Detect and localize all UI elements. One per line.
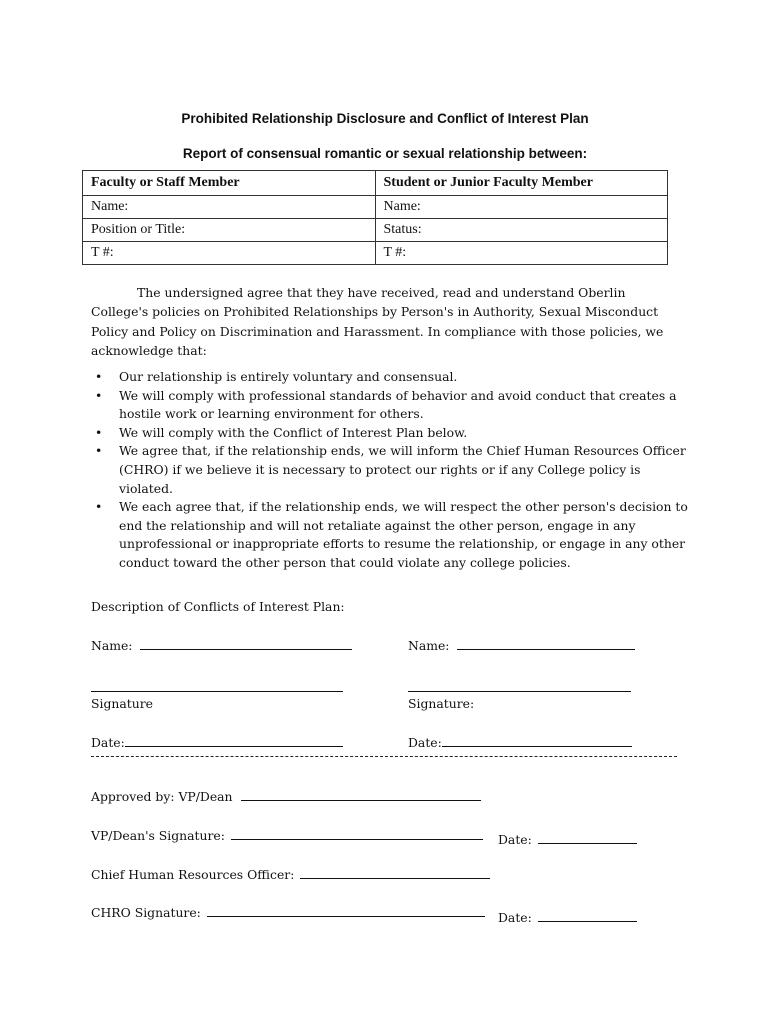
chro-signature-row — [91, 905, 485, 920]
bullet-icon: • — [95, 424, 103, 440]
approved-by-label: Approved by: VP/Dean — [91, 789, 233, 804]
chro-date-row — [498, 910, 637, 925]
list-item — [91, 368, 691, 387]
right-signature-line[interactable] — [408, 691, 631, 692]
chro-date-input-line[interactable] — [538, 920, 637, 922]
vp-signature-row — [91, 828, 483, 843]
bullet-icon: • — [95, 499, 103, 515]
header-student-junior: Student or Junior Faculty Member — [375, 171, 668, 196]
list-item — [91, 498, 691, 572]
right-date-row — [408, 735, 632, 750]
table-row — [83, 219, 668, 242]
vp-date-label: Date: — [498, 832, 532, 847]
right-name-label: Name: — [408, 638, 450, 653]
faculty-t-number-field[interactable]: T #: — [83, 242, 376, 265]
list-item-text: We agree that, if the relationship ends, we will inform the Chief Human Resources Officer (CHRO) if we believe it is necessary to protect our rights or if any College policy is violated. — [119, 443, 686, 496]
chro-signature-input-line[interactable] — [207, 915, 485, 917]
right-date-input-line[interactable] — [442, 745, 632, 747]
chro-signature-label: CHRO Signature: — [91, 905, 201, 920]
vp-dean-name-input-line[interactable] — [241, 799, 481, 801]
list-item — [91, 424, 691, 443]
student-name-field[interactable]: Name: — [375, 196, 668, 219]
list-item-text: We will comply with professional standards of behavior and avoid conduct that creates a hostile work or learning environment for others. — [119, 387, 677, 422]
list-item-text: We each agree that, if the relationship ends, we will respect the other person's decision to end the relationship and will not retaliate against the other person, engage in any unprofessional or inappropriate efforts to resume the relationship, or engage in any other conduct toward the other person that could violate any college policies. — [119, 499, 688, 570]
vp-signature-label: VP/Dean's Signature: — [91, 828, 225, 843]
bullet-icon: • — [95, 387, 103, 403]
acknowledgement-list — [91, 368, 691, 573]
left-signature-line[interactable] — [91, 691, 343, 692]
header-faculty-staff: Faculty or Staff Member — [83, 171, 376, 196]
chro-date-label: Date: — [498, 910, 532, 925]
parties-table — [82, 170, 668, 265]
left-date-row — [91, 735, 343, 750]
bullet-icon: • — [95, 369, 103, 384]
bullet-icon: • — [95, 443, 103, 459]
student-status-field[interactable]: Status: — [375, 219, 668, 242]
approved-by-row — [91, 789, 481, 804]
faculty-position-field[interactable]: Position or Title: — [83, 219, 376, 242]
vp-date-row — [498, 832, 637, 847]
list-item-text: We will comply with the Conflict of Interest Plan below. — [119, 424, 468, 440]
right-name-input-line[interactable] — [457, 648, 635, 650]
chro-row — [91, 867, 490, 882]
table-row — [83, 242, 668, 265]
left-name-label: Name: — [91, 638, 133, 653]
right-signature-label: Signature: — [408, 696, 475, 711]
form-title: Prohibited Relationship Disclosure and Conflict of Interest Plan — [181, 111, 589, 126]
left-signature-label: Signature — [91, 696, 153, 711]
right-name-row — [408, 638, 635, 653]
vp-date-input-line[interactable] — [538, 842, 637, 844]
faculty-name-field[interactable]: Name: — [83, 196, 376, 219]
right-date-label: Date: — [408, 735, 442, 750]
list-item-text: Our relationship is entirely voluntary and consensual. — [119, 369, 458, 384]
left-name-input-line[interactable] — [140, 648, 352, 650]
plan-description-label: Description of Conflicts of Interest Plan: — [91, 599, 345, 614]
agreement-paragraph: The undersigned agree that they have received, read and understand Oberlin College's policies on Prohibited Relationships by Person's in Authority, Sexual Misconduct Policy and Policy on Discrimination and Harassment. In compliance with those policies, we acknowledge that: — [91, 285, 664, 358]
student-t-number-field[interactable]: T #: — [375, 242, 668, 265]
table-header-row — [83, 171, 668, 196]
list-item — [91, 387, 691, 424]
form-subtitle: Report of consensual romantic or sexual relationship between: — [182, 146, 588, 161]
section-divider — [91, 756, 677, 757]
chro-name-input-line[interactable] — [300, 877, 490, 879]
vp-signature-input-line[interactable] — [231, 838, 483, 840]
list-item — [91, 442, 691, 498]
table-row — [83, 196, 668, 219]
left-date-input-line[interactable] — [125, 745, 343, 747]
chro-label: Chief Human Resources Officer: — [91, 867, 295, 882]
left-name-row — [91, 638, 352, 653]
left-date-label: Date: — [91, 735, 125, 750]
